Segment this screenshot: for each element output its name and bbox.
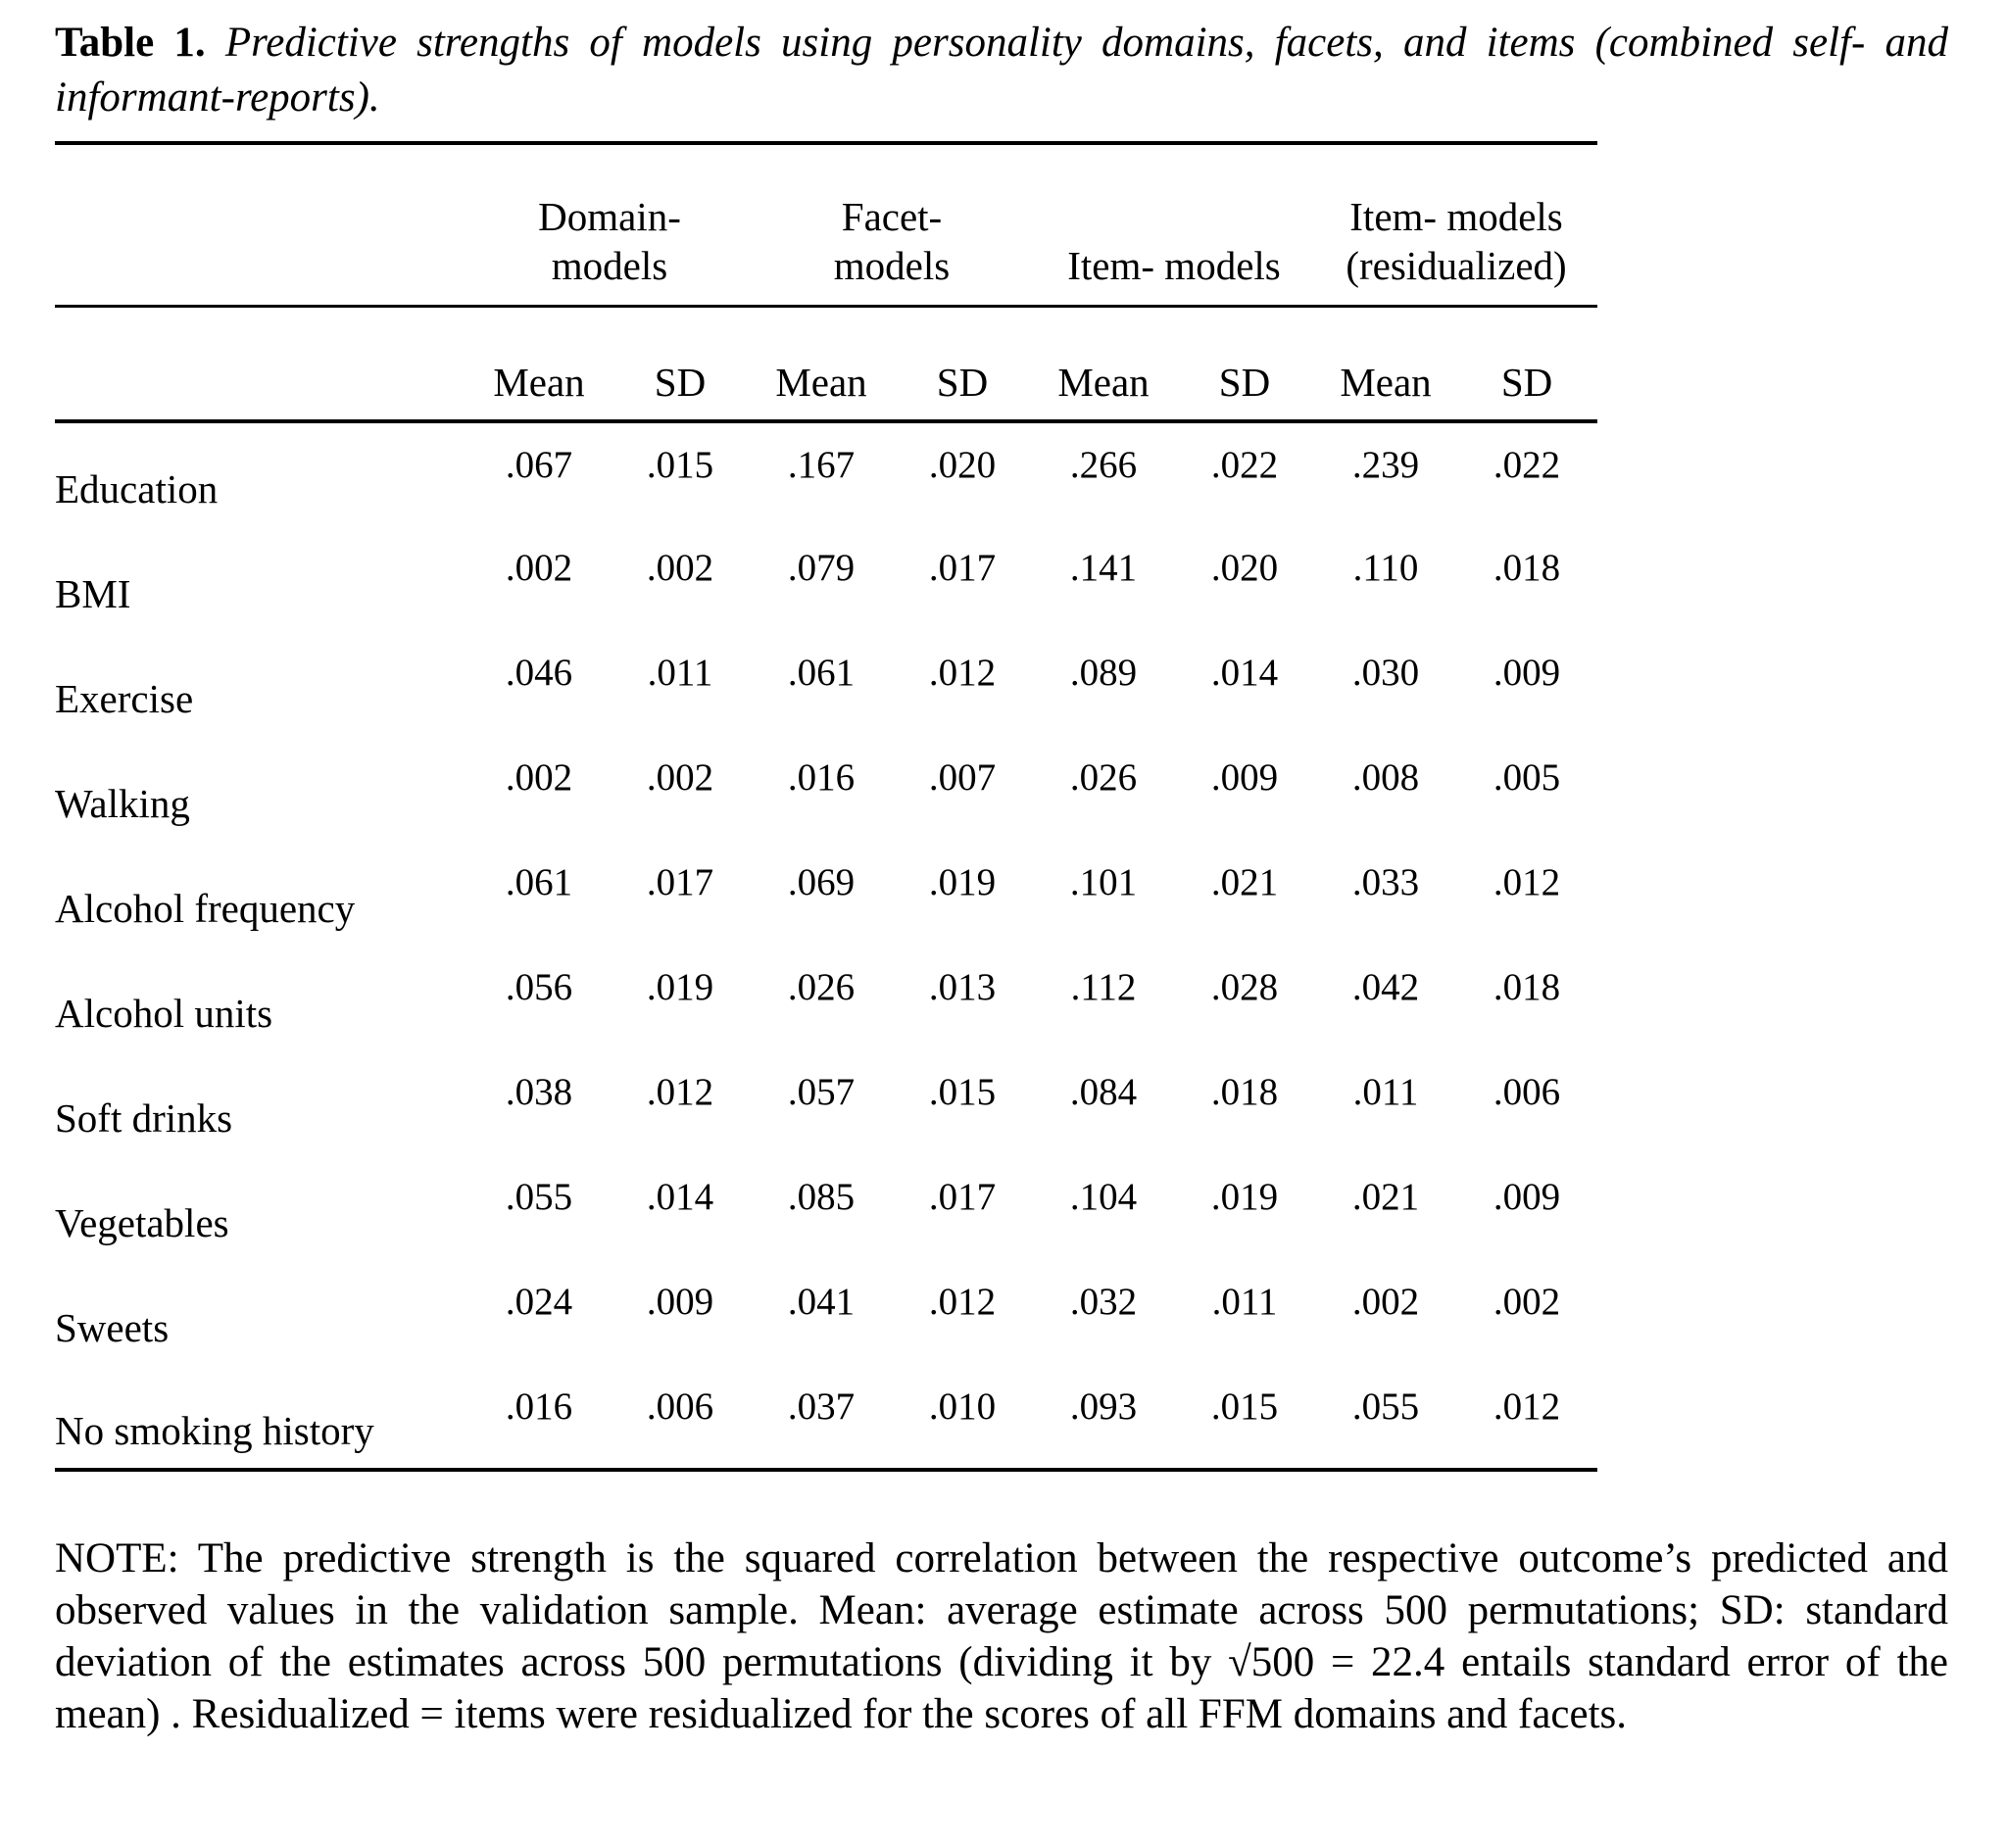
- table-cell: .032: [1069, 1281, 1138, 1323]
- table-cell: .020: [1210, 547, 1279, 589]
- group-header-row: [55, 143, 1597, 306]
- row-label: Walking: [55, 781, 190, 826]
- subheader-row: [55, 306, 1597, 421]
- table-cell: .022: [1210, 444, 1279, 486]
- table-cell: .002: [505, 756, 573, 799]
- table-cell: .002: [1493, 1281, 1561, 1323]
- table-cell: .018: [1493, 547, 1561, 589]
- table-cell: .055: [1351, 1386, 1420, 1428]
- row-label: Exercise: [55, 676, 194, 721]
- table-cell: .167: [787, 444, 856, 486]
- table-cell: .012: [928, 1281, 997, 1323]
- table-cell: .028: [1210, 966, 1279, 1008]
- corner-cell: [55, 143, 468, 306]
- table-cell: .038: [505, 1071, 573, 1113]
- column-header-mean: Mean: [1033, 306, 1174, 421]
- table-cell: .014: [1210, 652, 1279, 694]
- table-note: NOTE: The predictive strength is the squared correlation between the respective outcome’s predicted and observed values in the validation sample. Mean: average estimate across 500 permutations; SD: standard deviation of the estimates across 500 permutations (dividing it by √500 = 22.4 entails standard error of the mean) . Residualized = items were residualized for the scores of all FFM domains and facets.: [55, 1535, 1948, 1737]
- table-cell: .057: [787, 1071, 856, 1113]
- table-cell: .002: [646, 547, 714, 589]
- table-cell: .019: [646, 966, 714, 1008]
- table-cell: .009: [1210, 756, 1279, 799]
- row-label: Alcohol frequency: [55, 886, 356, 931]
- table-cell: .085: [787, 1176, 856, 1218]
- table-cell: .026: [787, 966, 856, 1008]
- table-row: [55, 736, 1597, 841]
- table-cell: .266: [1069, 444, 1138, 486]
- table-row: [55, 631, 1597, 736]
- column-header-sd: SD: [892, 306, 1033, 421]
- table-cell: .026: [1069, 756, 1138, 799]
- table-cell: .018: [1210, 1071, 1279, 1113]
- table-row: [55, 1365, 1597, 1470]
- table-cell: .024: [505, 1281, 573, 1323]
- table-cell: .013: [928, 966, 997, 1008]
- table-cell: .101: [1069, 861, 1138, 903]
- table-row: [55, 421, 1597, 526]
- results-table: [55, 141, 1597, 1472]
- row-label: BMI: [55, 571, 131, 616]
- table-row: [55, 841, 1597, 946]
- table-cell: .012: [646, 1071, 714, 1113]
- table-cell: .009: [1493, 1176, 1561, 1218]
- table-cell: .011: [1211, 1281, 1278, 1323]
- group-header-line: Item- models: [1349, 193, 1563, 239]
- table-cell: .017: [928, 1176, 997, 1218]
- table-cell: .015: [1210, 1386, 1279, 1428]
- table-cell: .141: [1069, 547, 1138, 589]
- table-cell: .009: [646, 1281, 714, 1323]
- table-row: [55, 1050, 1597, 1155]
- table-cell: .017: [928, 547, 997, 589]
- table-cell: .021: [1351, 1176, 1420, 1218]
- table-cell: .015: [646, 444, 714, 486]
- group-header-facet-models: [751, 143, 1033, 306]
- group-header-item-models-residualized: [1315, 143, 1597, 306]
- row-label: Alcohol units: [55, 991, 273, 1036]
- row-label: Education: [55, 466, 219, 511]
- column-header-sd: SD: [1456, 306, 1597, 421]
- table-cell: .069: [787, 861, 856, 903]
- column-header-sd: SD: [610, 306, 751, 421]
- table-cell: .010: [928, 1386, 997, 1428]
- table-title-label: Table 1.: [55, 20, 206, 66]
- table-cell: .019: [1210, 1176, 1279, 1218]
- table-cell: .012: [1493, 861, 1561, 903]
- group-header-line: models: [833, 242, 951, 288]
- table-cell: .005: [1493, 756, 1561, 799]
- table-cell: .093: [1069, 1386, 1138, 1428]
- table-cell: .011: [1352, 1071, 1419, 1113]
- table-cell: .007: [928, 756, 997, 799]
- table-cell: .079: [787, 547, 856, 589]
- table-body: [55, 421, 1597, 1470]
- table-cell: .002: [505, 547, 573, 589]
- table-cell: .012: [1493, 1386, 1561, 1428]
- table-cell: .067: [505, 444, 573, 486]
- table-cell: .037: [787, 1386, 856, 1428]
- table-cell: .046: [505, 652, 573, 694]
- table-title: [55, 16, 1948, 125]
- table-cell: .110: [1352, 547, 1419, 589]
- table-cell: .015: [928, 1071, 997, 1113]
- group-header-line: Domain-: [538, 193, 681, 239]
- table-cell: .011: [647, 652, 713, 694]
- table-row: [55, 526, 1597, 631]
- table-cell: .009: [1493, 652, 1561, 694]
- table-cell: .019: [928, 861, 997, 903]
- table-cell: .006: [1493, 1071, 1561, 1113]
- corner-cell: [55, 306, 468, 421]
- group-header-line: (residualized): [1346, 242, 1567, 288]
- table-cell: .002: [1351, 1281, 1420, 1323]
- table-cell: .022: [1493, 444, 1561, 486]
- table-cell: .020: [928, 444, 997, 486]
- group-header-line: Facet-: [841, 193, 943, 239]
- table-cell: .014: [646, 1176, 714, 1218]
- row-label: No smoking history: [55, 1408, 374, 1453]
- column-header-sd: SD: [1174, 306, 1315, 421]
- table-cell: .033: [1351, 861, 1420, 903]
- row-label: Sweets: [55, 1305, 170, 1350]
- group-header-domain-models: [468, 143, 751, 306]
- table-cell: .017: [646, 861, 714, 903]
- table-cell: .084: [1069, 1071, 1138, 1113]
- table-row: [55, 1155, 1597, 1260]
- table-cell: .041: [787, 1281, 856, 1323]
- table-cell: .008: [1351, 756, 1420, 799]
- table-cell: .016: [505, 1386, 573, 1428]
- table-row: [55, 1260, 1597, 1365]
- table-cell: .239: [1351, 444, 1420, 486]
- table-row: [55, 946, 1597, 1050]
- table-cell: .030: [1351, 652, 1420, 694]
- table-cell: .021: [1210, 861, 1279, 903]
- group-header-line: Item- models: [1067, 242, 1281, 288]
- column-header-mean: Mean: [751, 306, 892, 421]
- row-label: Vegetables: [55, 1200, 229, 1245]
- table-cell: .104: [1069, 1176, 1138, 1218]
- table-cell: .056: [505, 966, 573, 1008]
- group-header-line: models: [551, 242, 668, 288]
- table-cell: .042: [1351, 966, 1420, 1008]
- table-cell: .061: [505, 861, 573, 903]
- table-cell: .112: [1070, 966, 1137, 1008]
- table-cell: .002: [646, 756, 714, 799]
- row-label: Soft drinks: [55, 1095, 233, 1141]
- table-cell: .061: [787, 652, 856, 694]
- group-header-item-models: [1033, 143, 1315, 306]
- column-header-mean: Mean: [1315, 306, 1456, 421]
- table-cell: .089: [1069, 652, 1138, 694]
- column-header-mean: Mean: [468, 306, 610, 421]
- table-cell: .012: [928, 652, 997, 694]
- table-title-caption: Predictive strengths of models using personality domains, facets, and items (combined self- and informant-reports).: [55, 20, 1949, 121]
- table-cell: .018: [1493, 966, 1561, 1008]
- table-cell: .006: [646, 1386, 714, 1428]
- table-cell: .055: [505, 1176, 573, 1218]
- table-cell: .016: [787, 756, 856, 799]
